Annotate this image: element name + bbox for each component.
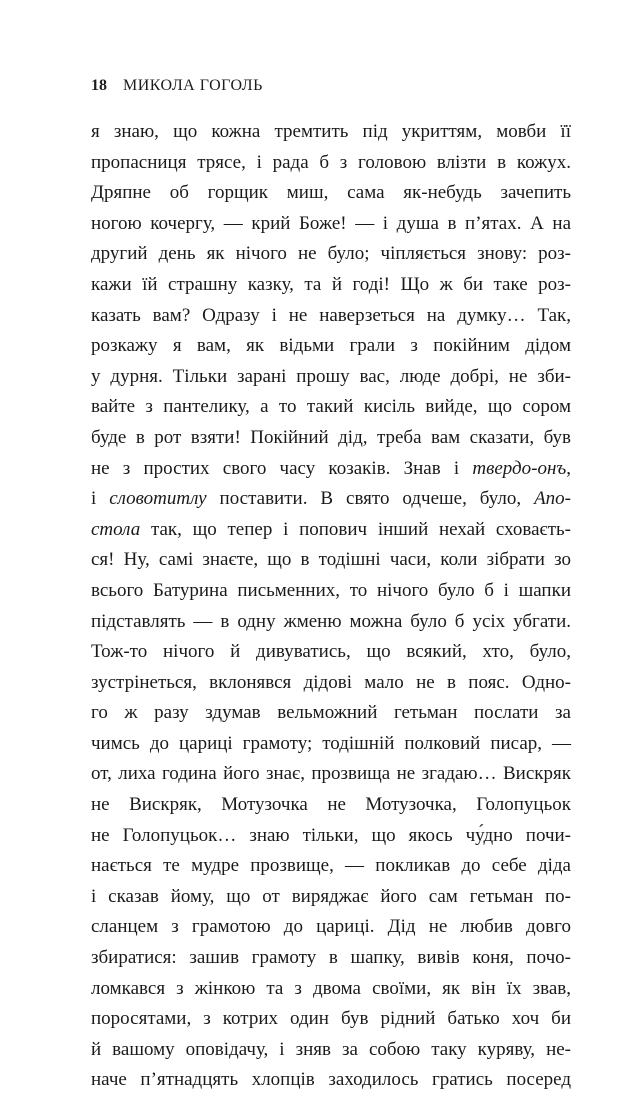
- text-run: Дряпне об горщик миш, сама як-небудь зачепить: [91, 182, 571, 204]
- text-run: збиратися: зашив грамоту в шапку, вивів коня, почо-: [91, 947, 571, 969]
- text-run: і: [91, 488, 110, 510]
- page-number: 18: [91, 77, 107, 94]
- text-line: [91, 912, 571, 943]
- text-run: і сказав йому, що от виряджає його сам гетьман по-: [91, 885, 571, 907]
- text-run: от, лиха година його знає, прозвища не згадаю… Вискряк: [91, 763, 571, 785]
- text-run: вайте з пантелику, а то такий кисіль вийде, що сором: [91, 396, 571, 418]
- text-line: [91, 270, 571, 301]
- text-line: [91, 484, 571, 515]
- text-run: підставлять — в одну жменю можна було б усіх убгати.: [91, 610, 571, 632]
- text-line: [91, 698, 571, 729]
- text-run: всього Батурина письменних, то нічого було б і шапки: [91, 579, 571, 601]
- text-run: так, що тепер і попович інший нехай сховаєть-: [140, 518, 571, 540]
- text-line: [91, 545, 571, 576]
- text-run: я знаю, що кожна тремтить під укриттям, мовби її: [91, 121, 571, 142]
- text-line: [91, 821, 571, 852]
- text-line: [91, 209, 571, 240]
- text-run: другий день як нічого не було; чіпляється знову: роз-: [91, 243, 571, 265]
- text-line: [91, 515, 571, 546]
- text-line: [91, 454, 571, 485]
- text-run: не Голопуцьок… знаю тільки, що якось чу́дно почи-: [91, 824, 571, 846]
- text-line: [91, 1065, 571, 1096]
- text-run: кажи їй страшну казку, та й годі! Що ж би таке роз-: [91, 273, 571, 295]
- text-line: [91, 148, 571, 179]
- text-run: поставити. В свято одчеше, було,: [206, 488, 535, 510]
- text-run: наче п’ятнадцять хлопців заходилось гратись посеред: [91, 1069, 571, 1091]
- text-run: не Вискряк, Мотузочка не Мотузочка, Голопуцьок: [91, 794, 571, 816]
- text-line: [91, 331, 571, 362]
- text-line: [91, 1035, 571, 1066]
- text-line: [91, 729, 571, 760]
- text-line: [91, 301, 571, 332]
- text-line: [91, 759, 571, 790]
- text-run: зустрінеться, вклонявся дідові мало не в пояс. Одно-: [91, 671, 571, 693]
- text-line: [91, 239, 571, 270]
- text-line: [91, 362, 571, 393]
- text-line: [91, 882, 571, 913]
- text-line: [91, 392, 571, 423]
- running-head: [91, 75, 263, 97]
- text-line: [91, 790, 571, 821]
- text-run: у дурня. Тільки зарані прошу вас, люде добрі, не зби-: [91, 365, 571, 387]
- text-line: [91, 178, 571, 209]
- text-run: не з простих свого часу козаків. Знав і: [91, 457, 473, 479]
- text-line: [91, 607, 571, 638]
- text-run: й вашому оповідачу, і зняв за собою таку куряву, не-: [91, 1038, 571, 1060]
- text-run: сланцем з грамотою до цариці. Дід не любив довго: [91, 916, 571, 938]
- text-run: ,: [566, 457, 571, 479]
- text-run: ногою кочергу, — крий Боже! — і душа в п’ятах. А на: [91, 212, 571, 234]
- text-line: [91, 851, 571, 882]
- text-run: ломкався з жінкою та з двома своїми, як він їх звав,: [91, 977, 571, 999]
- body-text: [91, 117, 571, 1096]
- text-run: чимсь до цариці грамоту; тодішній полковий писар, —: [91, 732, 571, 754]
- italic-text: твердо-онъ: [472, 457, 567, 479]
- text-line: [91, 423, 571, 454]
- author-name: МИКОЛА ГОГОЛЬ: [123, 77, 263, 94]
- text-run: Тож-то нічого й дивуватись, що всякий, хто, було,: [91, 641, 571, 663]
- text-line: [91, 117, 571, 148]
- text-run: розкажу я вам, як відьми грали з покійним дідом: [91, 335, 571, 357]
- text-run: поросятами, з котрих один був рідний батько хоч би: [91, 1008, 571, 1030]
- italic-text: Апо-: [534, 488, 571, 510]
- italic-text: словотитлу: [109, 488, 207, 510]
- text-line: [91, 637, 571, 668]
- text-run: пропасниця трясе, і рада б з головою влізти в кожух.: [91, 151, 571, 173]
- text-run: буде в рот взяти! Покійний дід, треба вам сказати, був: [91, 426, 571, 448]
- text-line: [91, 576, 571, 607]
- text-line: [91, 668, 571, 699]
- text-line: [91, 1004, 571, 1035]
- text-run: го ж разу здумав вельможний гетьман послати за: [91, 702, 571, 724]
- text-line: [91, 943, 571, 974]
- text-run: нається те мудре прозвище, — покликав до себе діда: [91, 855, 571, 877]
- italic-text: стола: [91, 518, 141, 540]
- text-run: ся! Ну, самі знаєте, що в тодішні часи, коли зібрати зо: [91, 549, 571, 571]
- text-run: казать вам? Одразу і не наверзеться на думку… Так,: [91, 304, 571, 326]
